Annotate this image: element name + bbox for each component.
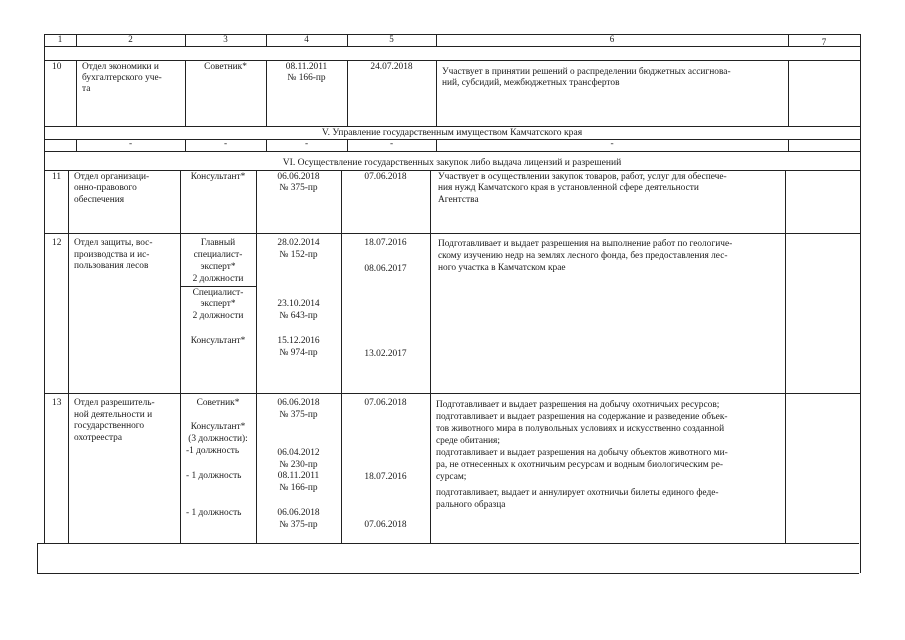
- row12-date1a: 18.07.2016: [364, 238, 407, 248]
- row13-number: 13: [52, 398, 62, 408]
- row12-pos2-line2: эксперт*: [200, 299, 236, 309]
- row13-pos1: Советник*: [196, 398, 240, 408]
- row13-duties-line8: подготавливает, выдает и аннулирует охотничьи билеты единого феде-: [436, 488, 719, 498]
- row10-duties-line2: ний, субсидий, межбюджетных трансфертов: [442, 78, 620, 88]
- col-sep-body-1: [68, 170, 69, 543]
- row12-dept-line1: Отдел защиты, вос-: [74, 238, 153, 248]
- row13-sub1: -1 должность: [186, 446, 240, 456]
- section-5-dash-3: -: [304, 139, 309, 149]
- col-header-6: 6: [609, 34, 615, 44]
- row13-duties-line7: сурсам;: [436, 472, 467, 482]
- row12-pos2-line3: 2 должности: [192, 311, 244, 321]
- row12-pos1-line3: эксперт*: [200, 262, 236, 272]
- row13-duties-line6: ра, не отнесенных к охотничьим ресурсам и водным биологическим ре-: [436, 460, 723, 470]
- row13-sub2: - 1 должность: [186, 471, 242, 481]
- row13-order3-date: 08.11.2011: [277, 471, 320, 481]
- col-sep-body-2: [180, 170, 181, 543]
- row11-order-num: № 375-пр: [279, 183, 318, 193]
- row12-dept-line3: пользования лесов: [74, 261, 149, 271]
- row11-dept-line3: обеспечения: [74, 195, 125, 205]
- row10-date: 24.07.2018: [370, 62, 413, 72]
- rule-row12-bottom: [44, 393, 861, 394]
- row12-number: 12: [52, 238, 62, 248]
- col-sep-body-5: [430, 170, 431, 543]
- section-5-dash-5: -: [610, 139, 614, 149]
- row12-pos3: Консультант*: [190, 336, 246, 346]
- row13-sub3: - 1 должность: [186, 508, 242, 518]
- row10-dept-line2: бухгалтерского уче-: [82, 73, 162, 83]
- row12-date3: 13.02.2017: [364, 349, 407, 359]
- row13-pos2-line1: Консультант*: [190, 422, 246, 432]
- row12-duties-line1: Подготавливает и выдает разрешения на выполнение работ по геологиче-: [438, 239, 733, 249]
- row13-order4-date: 06.06.2018: [277, 508, 320, 518]
- row13-order3-num: № 166-пр: [279, 483, 318, 493]
- row11-dept-line2: онно-правового: [74, 183, 137, 193]
- row13-dept-line4: охотреестра: [74, 433, 123, 443]
- row13-date1: 07.06.2018: [364, 398, 407, 408]
- col-header-3: 3: [223, 34, 228, 44]
- row13-duties-line4: среде обитания;: [436, 436, 500, 446]
- col-header-2: 2: [128, 34, 133, 44]
- row12-pos1-line2: специалист-: [193, 250, 243, 260]
- row13-order2-num: № 230-пр: [279, 460, 318, 470]
- rule-row13-bottom: [37, 543, 859, 544]
- row13-pos2-line2: (3 должности):: [188, 434, 248, 444]
- col-sep-r10-5: [436, 60, 437, 126]
- row12-order2-date: 23.10.2014: [277, 299, 320, 309]
- rule-dash-bottom: [44, 151, 861, 152]
- row13-order1-num: № 375-пр: [279, 410, 318, 420]
- row10-duties-line1: Участвует в принятии решений о распределении бюджетных ассигнова-: [442, 67, 731, 77]
- section-5-dash-4: -: [389, 139, 394, 149]
- row13-order2-date: 06.04.2012: [277, 448, 320, 458]
- row11-duties-line3: Агентства: [438, 195, 479, 205]
- rule-row10-top: [44, 60, 861, 61]
- row13-order1-date: 06.06.2018: [277, 398, 320, 408]
- section-5-dash-2: -: [223, 139, 228, 149]
- row12-dept-line2: производства и ис-: [74, 250, 150, 260]
- row12-order2-num: № 643-пр: [279, 311, 318, 321]
- col-header-1: 1: [57, 34, 63, 44]
- col-sep-r10-1: [76, 60, 77, 126]
- col-sep-r10-6: [788, 60, 789, 126]
- section-5-title: V. Управление государственным имуществом Камчатского края: [321, 127, 583, 138]
- row13-duties-line3: тов животного мира в полувольных условиях и искусственно созданной: [436, 424, 725, 434]
- row13-date3: 18.07.2016: [364, 472, 407, 482]
- row13-order4-num: № 375-пр: [279, 520, 318, 530]
- row13-duties-line5: подготавливает и выдает разрешения на добычу объектов животного ми-: [436, 448, 728, 458]
- row12-date1b: 08.06.2017: [364, 264, 407, 274]
- row13-duties-line2: подготавливает и выдает разрешения на содержание и разведение объек-: [436, 412, 728, 422]
- rule-left-lower: [37, 543, 38, 573]
- rule-sec6-bottom: [44, 170, 861, 171]
- row11-number: 11: [52, 172, 62, 182]
- row13-date4: 07.06.2018: [364, 520, 407, 530]
- col-sep-body-6: [785, 170, 786, 543]
- row12-pos1-line4: 2 должности: [192, 274, 244, 284]
- row10-order-num: № 166-пр: [287, 73, 326, 83]
- row10-position: Советник*: [204, 62, 247, 72]
- section-5-dash-1: -: [128, 139, 133, 149]
- row13-dept-line2: ной деятельности и: [74, 410, 153, 420]
- rule-header-bottom: [44, 46, 861, 47]
- row13-duties-line1: Подготавливает и выдает разрешения на добычу охотничьих ресурсов;: [436, 400, 720, 410]
- rule-row11-bottom: [44, 233, 861, 234]
- row13-dept-line3: государственного: [74, 421, 145, 431]
- col-header-7: 7: [821, 37, 827, 47]
- row12-order3-date: 15.12.2016: [277, 336, 320, 346]
- row11-dept-line1: Отдел организаци-: [74, 172, 150, 182]
- row12-pos2-line1: Специалист-: [192, 288, 244, 298]
- rule-left: [44, 34, 45, 543]
- row12-order1-date: 28.02.2014: [277, 238, 320, 248]
- col-header-4: 4: [304, 34, 309, 44]
- row12-pos-divider: [180, 286, 256, 287]
- rule-right: [860, 34, 861, 573]
- rule-bottom: [37, 573, 859, 574]
- row11-duties-line2: ния нужд Камчатского края в установленной сфере деятельности: [438, 183, 699, 193]
- row12-order3-num: № 974-пр: [279, 348, 318, 358]
- row12-order1-num: № 152-пр: [279, 250, 318, 260]
- row11-date: 07.06.2018: [364, 172, 407, 182]
- row13-duties-line9: рального образца: [436, 500, 506, 510]
- row12-pos1-line1: Главный: [200, 238, 236, 248]
- col-sep-d-6: [788, 139, 789, 151]
- row11-order-date: 06.06.2018: [277, 172, 320, 182]
- row12-duties-line2: скому изучению недр на землях лесного фонда, без предоставления лес-: [438, 251, 728, 261]
- row13-dept-line1: Отдел разрешитель-: [74, 398, 155, 408]
- row11-duties-line1: Участвует в осуществлении закупок товаров, работ, услуг для обеспече-: [438, 172, 727, 182]
- row12-duties-line3: ного участка в Камчатском крае: [438, 263, 566, 273]
- section-6-title: VI. Осуществление государственных закупок либо выдача лицензий и разрешений: [282, 157, 622, 168]
- row10-order-date: 08.11.2011: [285, 62, 328, 72]
- row10-dept-line3: та: [82, 84, 91, 94]
- row10-number: 10: [52, 62, 62, 72]
- col-header-5: 5: [389, 34, 394, 44]
- row10-dept-line1: Отдел экономики и: [82, 62, 159, 72]
- row11-position: Консультант*: [190, 172, 246, 182]
